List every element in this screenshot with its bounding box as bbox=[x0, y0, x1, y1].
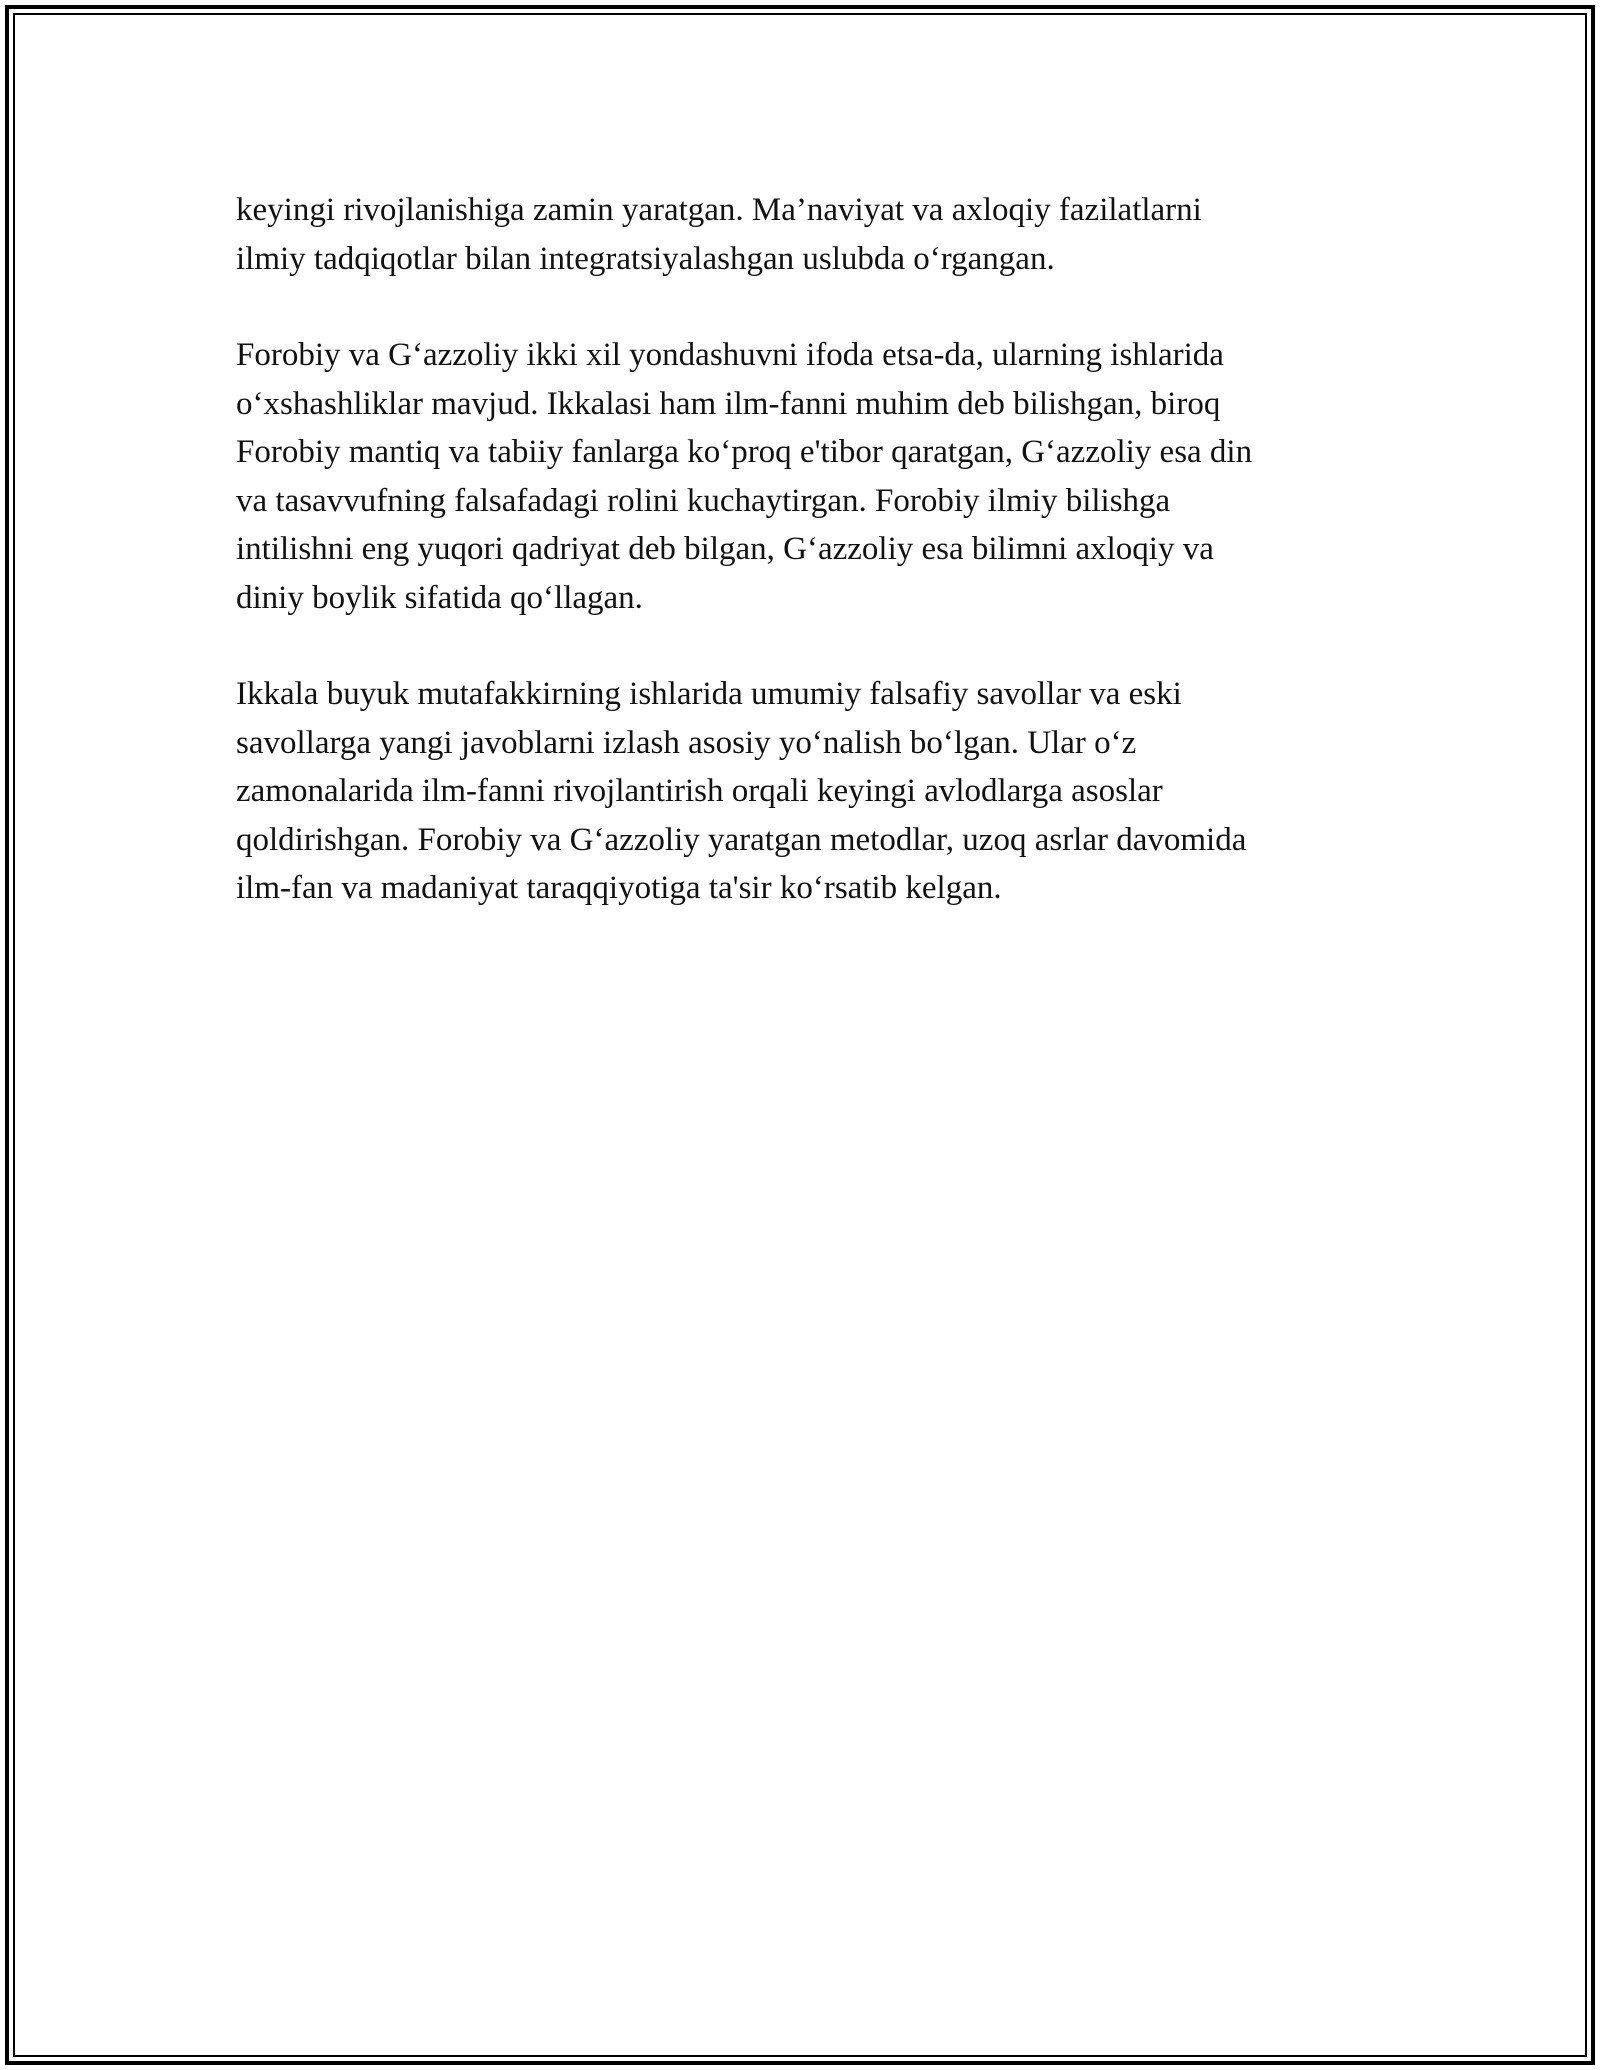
paragraph: Ikkala buyuk mutafakkirning ishlarida umumiy falsafiy savollar va eski savollarga yangi javoblarni izlash asosiy yo‘nalish bo‘lgan. Ular o‘z zamonalarida ilm-fanni rivojlantirish orqali keyingi avlodlarga asoslar qoldirishgan. Forobiy va G‘azzoliy yaratgan metodlar, uzoq asrlar davomida ilm-fan va madaniyat taraqqiyotiga ta'sir ko‘rsatib kelgan. bbox=[236, 676, 1247, 906]
paragraph: Forobiy va G‘azzoliy ikki xil yondashuvni ifoda etsa-da, ularning ishlarida o‘xshashliklar mavjud. Ikkalasi ham ilm-fanni muhim deb bilishgan, biroq Forobiy mantiq va tabiiy fanlarga ko‘proq e'tibor qaratgan, G‘azzoliy esa din va tasavvufning falsafadagi rolini kuchaytirgan. Forobiy ilmiy bilishga intilishni eng yuqori qadriyat deb bilgan, G‘azzoliy esa bilimni axloqiy va diniy boylik sifatida qo‘llagan. bbox=[236, 337, 1253, 616]
paragraph: keyingi rivojlanishiga zamin yaratgan. Ma’naviyat va axloqiy fazilatlarni ilmiy tadqiqotlar bilan integratsiyalashgan uslubda o‘rgangan. bbox=[236, 192, 1202, 277]
document-body bbox=[236, 186, 1386, 961]
